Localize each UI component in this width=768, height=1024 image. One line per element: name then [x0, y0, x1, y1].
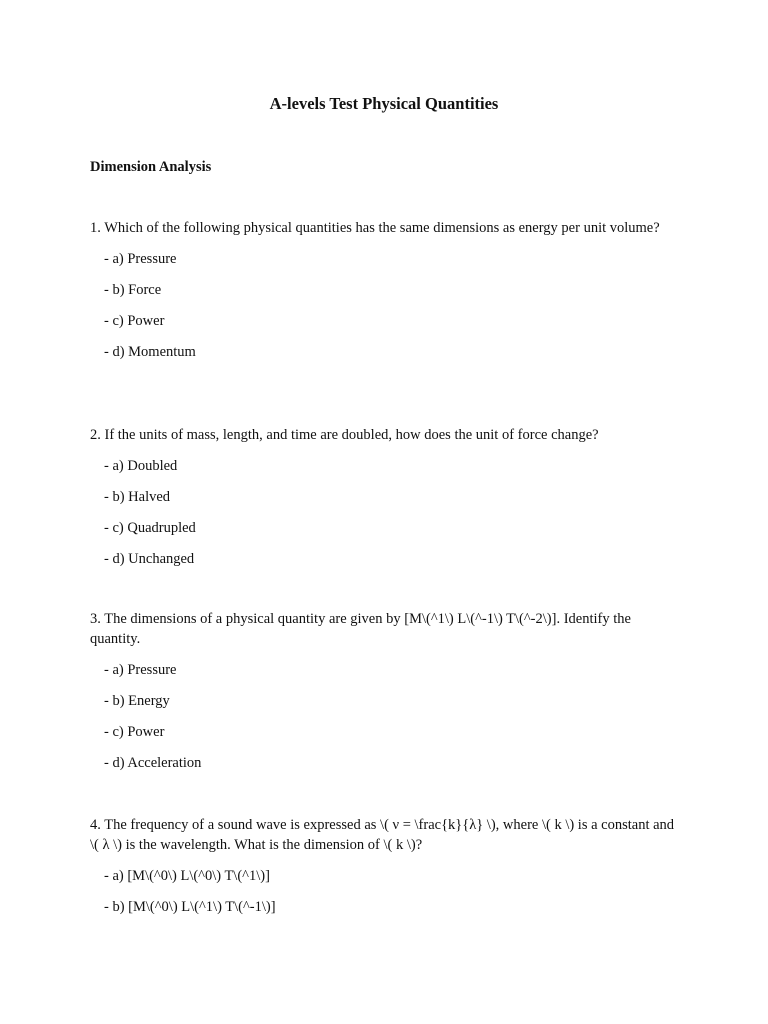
answer-option-a: - a) Pressure [104, 251, 177, 267]
answer-options [90, 855, 680, 917]
answer-options [90, 649, 680, 773]
answer-option-c: - c) Quadrupled [104, 520, 196, 536]
question-text: 2. If the units of mass, length, and time are doubled, how does the unit of force change? [90, 427, 599, 443]
answer-options [90, 238, 680, 362]
question-text: 3. The dimensions of a physical quantity are given by [M\(^1\) L\(^-1\) T\(^-2\)]. Identify the quantity. [90, 611, 631, 647]
question-text: 1. Which of the following physical quantities has the same dimensions as energy per unit volume? [90, 220, 660, 236]
answer-option-b: - b) Halved [104, 489, 171, 505]
answer-option-d: - d) Unchanged [104, 551, 195, 567]
section-heading: Dimension Analysis [90, 159, 212, 175]
answer-option-c: - c) Power [104, 313, 165, 329]
question-text: 4. The frequency of a sound wave is expressed as \( ν = \frac{k}{λ} \), where \( k \) is a constant and \( λ \) is the wavelength. What is the dimension of \( k \)? [90, 817, 675, 853]
question-4 [90, 815, 680, 917]
answer-option-d: - d) Acceleration [104, 755, 202, 771]
answer-option-a: - a) Doubled [104, 458, 178, 474]
answer-option-b: - b) Energy [104, 693, 170, 709]
answer-option-d: - d) Momentum [104, 344, 196, 360]
question-3 [90, 609, 680, 773]
answer-option-b: - b) [M\(^0\) L\(^1\) T\(^-1\)] [104, 899, 276, 915]
answer-option-c: - c) Power [104, 724, 165, 740]
answer-option-a: - a) Pressure [104, 662, 177, 678]
question-1 [90, 218, 680, 362]
answer-option-b: - b) Force [104, 282, 162, 298]
answer-option-a: - a) [M\(^0\) L\(^0\) T\(^1\)] [104, 868, 270, 884]
question-2 [90, 425, 680, 569]
answer-options [90, 445, 680, 569]
document-title: A-levels Test Physical Quantities [269, 94, 499, 113]
